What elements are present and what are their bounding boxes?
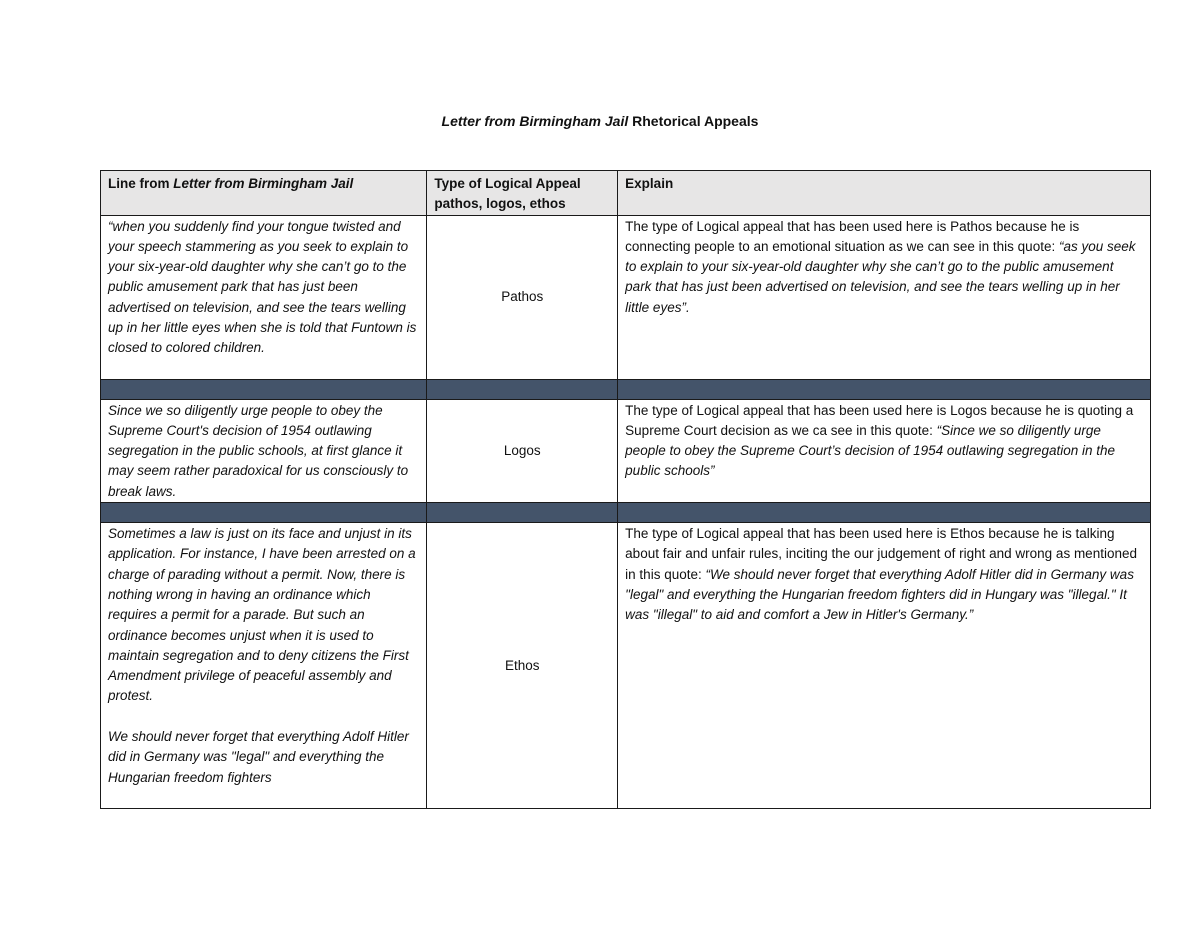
table-header-row <box>101 171 1151 216</box>
row-type-cell: Logos <box>427 399 618 502</box>
header-line-italic: Letter from Birmingham Jail <box>173 176 354 191</box>
header-explain: Explain <box>625 176 674 191</box>
row-explain-quote: “Since we so diligently urge people to obey the Supreme Court’s decision of 1954 outlawing segregation in the public schools” <box>625 422 1116 479</box>
row-quote-text: Sometimes a law is just on its face and unjust in its application. For instance, I have been arrested on a charge of parading without a permit. Now, there is nothing wrong in having an ordinance which requires a permit for a parade. But such an ordinance becomes unjust when it is used to maintain segregation and to deny citizens the First Amendment privilege of peaceful assembly and protest. <box>108 526 416 704</box>
table-row <box>101 523 1151 809</box>
row-explain-quote: “as you seek to explain to your six-year-old daughter why she can’t go to the public amusement park that has just been advertised on television, and see the tears welling up in her little eyes”. <box>625 238 1136 315</box>
row-quote-cell <box>101 523 427 809</box>
separator-row <box>101 379 1151 399</box>
header-line-prefix: Line from <box>108 176 174 191</box>
row-type-cell: Pathos <box>427 215 618 379</box>
row-explain-text: The type of Logical appeal that has been used here is Ethos because he is talking about fair and unfair rules, inciting the our judgement of right and wrong as mentioned in this quote: <box>625 526 1137 582</box>
separator-cell <box>427 503 618 523</box>
separator-cell <box>427 379 618 399</box>
header-type-line1: Type of Logical Appeal <box>434 176 581 191</box>
separator-cell <box>101 503 427 523</box>
separator-cell <box>618 503 1151 523</box>
page-title <box>0 111 1200 131</box>
header-explain-cell <box>618 171 1151 216</box>
row-quote-cell: “when you suddenly find your tongue twisted and your speech stammering as you seek to explain to your six-year-old daughter why she can’t go to the public amusement park that has just been advertised on television, and see the tears welling up in her little eyes when she is told that Funtown is closed to colored children. <box>101 215 427 379</box>
row-explain-cell <box>618 399 1151 502</box>
header-type-cell <box>427 171 618 216</box>
header-type-line2: pathos, logos, ethos <box>434 196 566 212</box>
row-quote-text-second: We should never forget that everything Adolf Hitler did in Germany was "legal" and everything the Hungarian freedom fighters <box>108 729 409 785</box>
row-quote-cell: Since we so diligently urge people to obey the Supreme Court's decision of 1954 outlawing segregation in the public schools, at first glance it may seem rather paradoxical for us consciously to break laws. <box>101 399 427 502</box>
row-explain-text: The type of Logical appeal that has been used here is Pathos because he is connecting people to an emotional situation as we can see in this quote: <box>625 218 1080 254</box>
row-explain-quote: “We should never forget that everything Adolf Hitler did in Germany was "legal" and everything the Hungarian freedom fighters did in Hungary was "illegal." It was "illegal" to aid and comfort a Jew in Hitler's Germany.” <box>625 566 1134 623</box>
separator-cell <box>101 379 427 399</box>
page-title-rest: Rhetorical Appeals <box>628 113 759 129</box>
row-type-cell: Ethos <box>427 523 618 809</box>
rhetorical-appeals-table <box>100 170 1151 809</box>
separator-cell <box>618 379 1151 399</box>
row-explain-cell <box>618 523 1151 809</box>
header-line-cell <box>101 171 427 216</box>
row-explain-text: The type of Logical appeal that has been used here is Logos because he is quoting a Supreme Court decision as we ca see in this quote: <box>625 402 1134 438</box>
table-row <box>101 399 1151 502</box>
row-explain-cell <box>618 215 1151 379</box>
page-title-italic: Letter from Birmingham Jail <box>441 113 629 129</box>
table-row <box>101 215 1151 379</box>
separator-row <box>101 503 1151 523</box>
